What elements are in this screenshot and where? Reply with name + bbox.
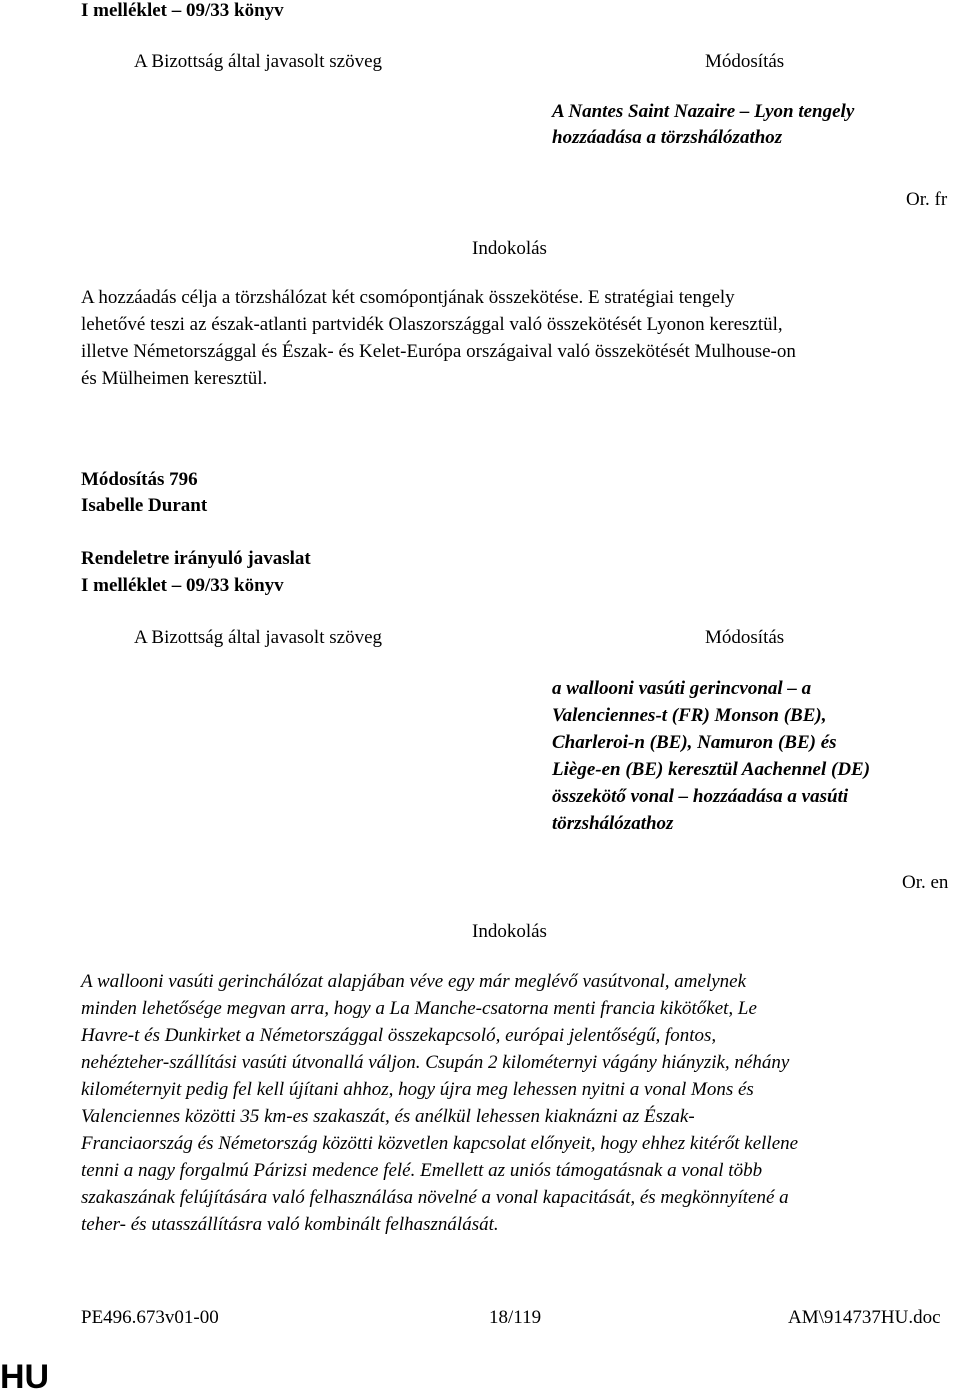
justification-2-line-8: tenni a nagy forgalmú Párizsi medence felé. Emellett az uniós támogatásnak a vonal több <box>81 1160 763 1181</box>
amendment-text-2-line-2: Valenciennes-t (FR) Monson (BE), <box>552 705 827 726</box>
amendment-author: Isabelle Durant <box>81 495 208 516</box>
justification-2-line-7: Franciaország és Németország közötti közvetlen kapcsolat előnyeit, hogy ehhez kitérőt kellene <box>81 1133 799 1154</box>
proposal-title: Rendeletre irányuló javaslat <box>81 548 311 569</box>
justification-2-line-2: minden lehetősége megvan arra, hogy a La Manche-csatorna menti francia kikötőket, Le <box>81 998 757 1019</box>
justification-1-line-3: illetve Németországgal és Észak- és Kelet-Európa országaival való összekötését Mulhouse-on <box>81 341 796 362</box>
original-language-2: Or. en <box>902 872 949 893</box>
justification-2-line-3: Havre-t és Dunkirket a Németországgal összekapcsoló, európai jelentőségű, fontos, <box>81 1025 717 1046</box>
justification-2-line-1: A wallooni vasúti gerinchálózat alapjában véve egy már meglévő vasútvonal, amelynek <box>81 971 747 992</box>
justification-2-line-9: szakaszának felújítására való felhasználása növelné a vonal kapacitását, és megkönnyítené a <box>81 1187 789 1208</box>
footer-file-name: AM\914737HU.doc <box>788 1307 941 1328</box>
justification-1-line-2: lehetővé teszi az észak-atlanti partvidék Olaszországgal való összekötését Lyonon keresztül, <box>81 314 783 335</box>
amendment-text-2-line-1: a wallooni vasúti gerincvonal – a <box>552 678 812 699</box>
justification-heading-2: Indokolás <box>472 921 547 942</box>
justification-heading-1: Indokolás <box>472 238 547 259</box>
column-header-commission-text-2: A Bizottság által javasolt szöveg <box>134 627 383 648</box>
section-heading-2: I melléklet – 09/33 könyv <box>81 575 284 596</box>
justification-1-line-4: és Mülheimen keresztül. <box>81 368 268 389</box>
amendment-text-1-line-2: hozzáadása a törzshálózathoz <box>552 127 783 148</box>
footer-doc-ref: PE496.673v01-00 <box>81 1307 219 1328</box>
amendment-text-2-line-4: Liège-en (BE) keresztül Aachennel (DE) <box>552 759 871 780</box>
amendment-number: Módosítás 796 <box>81 469 198 490</box>
amendment-text-2-line-6: törzshálózathoz <box>552 813 674 834</box>
justification-1-line-1: A hozzáadás célja a törzshálózat két csomópontjának összekötése. E stratégiai tengely <box>81 287 735 308</box>
justification-2-line-4: nehézteher-szállítási vasúti útvonallá váljon. Csupán 2 kilométernyi vágány hiányzik, néhány <box>81 1052 790 1073</box>
footer-page-number: 18/119 <box>489 1307 542 1328</box>
section-heading-1: I melléklet – 09/33 könyv <box>81 0 284 21</box>
column-header-amendment-1: Módosítás <box>705 51 785 72</box>
column-header-amendment-2: Módosítás <box>705 627 785 648</box>
justification-2-line-10: teher- és utasszállításra való kombinált felhasználását. <box>81 1214 499 1235</box>
footer-language-code: HU <box>0 1358 50 1396</box>
justification-2-line-6: Valenciennes közötti 35 km-es szakaszát, és anélkül lehessen kiaknázni az Észak- <box>81 1106 695 1127</box>
amendment-text-2-line-5: összekötő vonal – hozzáadása a vasúti <box>552 786 849 807</box>
original-language-1: Or. fr <box>906 189 948 210</box>
amendment-text-2-line-3: Charleroi-n (BE), Namuron (BE) és <box>552 732 837 753</box>
justification-2-line-5: kilométernyit pedig fel kell újítani ahhoz, hogy újra meg lehessen nyitni a vonal Mons és <box>81 1079 754 1100</box>
amendment-text-1-line-1: A Nantes Saint Nazaire – Lyon tengely <box>552 101 855 122</box>
column-header-commission-text-1: A Bizottság által javasolt szöveg <box>134 51 383 72</box>
